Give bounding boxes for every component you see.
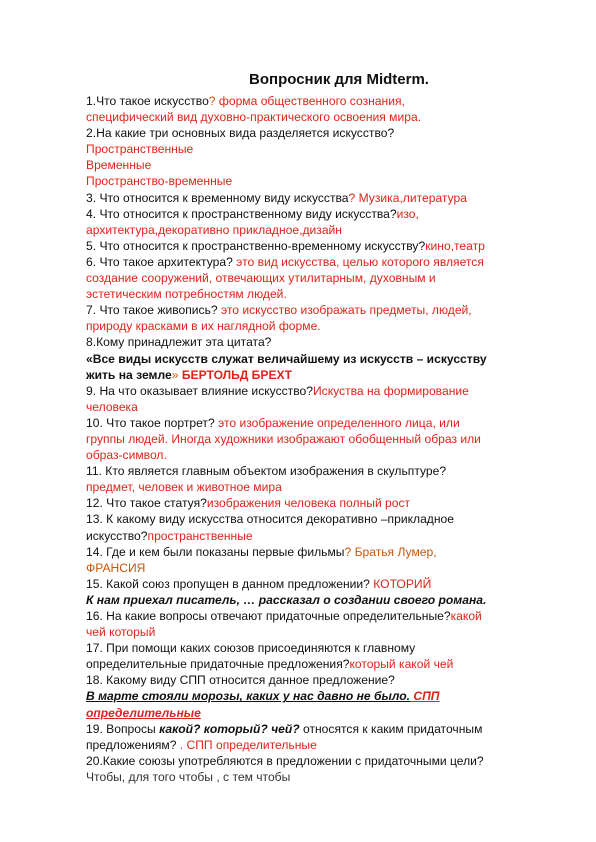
text-line xyxy=(86,688,556,704)
text-segment: 12. Что такое статуя? xyxy=(86,496,207,511)
text-segment: Пространственные xyxy=(86,142,194,157)
text-segment: 11. Кто является главным объектом изображения в скульптуре? xyxy=(86,464,447,479)
text-segment: архитектура,декоративно прикладное,дизайн xyxy=(86,222,342,237)
text-line xyxy=(86,528,556,544)
text-line xyxy=(86,431,556,447)
text-segment: БЕРТОЛЬД БРЕХТ xyxy=(181,367,292,382)
text-segment: Пространство-временные xyxy=(86,174,233,189)
text-segment: 8.Кому принадлежит эта цитата? xyxy=(86,335,272,350)
text-line xyxy=(86,367,556,383)
text-segment: какой xyxy=(450,609,482,623)
text-segment: определительные xyxy=(86,705,201,720)
text-segment: ФРАНСИЯ xyxy=(86,560,146,575)
text-segment: 9. На что оказывает влияние искусство? xyxy=(86,383,313,398)
text-segment: 3. Что относится к временному виду искусства xyxy=(86,190,349,205)
text-segment: изо, xyxy=(396,206,419,221)
text-line xyxy=(86,125,556,141)
text-line xyxy=(86,286,556,302)
text-line xyxy=(86,479,556,495)
text-segment: 6. Что такое архитектура? xyxy=(86,254,237,269)
text-segment: форма общественного сознания, xyxy=(218,94,405,108)
text-segment: Временные xyxy=(86,158,152,173)
text-segment: СПП xyxy=(409,689,440,704)
text-segment: ? Музика,литература xyxy=(348,190,467,205)
text-segment: природу красками в их наглядной форме. xyxy=(86,319,321,334)
text-segment: который какой чей xyxy=(349,657,454,672)
text-line xyxy=(86,753,556,769)
text-segment: изображения человека полный рост xyxy=(206,496,411,511)
text-segment: кино,театр xyxy=(425,238,485,253)
text-segment: ? Братья Лумер, xyxy=(344,544,437,559)
text-segment: специфический вид духовно-практического освоения мира. xyxy=(86,110,422,125)
text-segment: какой? который? чей? xyxy=(159,721,300,736)
text-line xyxy=(86,656,556,672)
text-line xyxy=(86,109,556,125)
text-segment: предмет, человек и животное мира xyxy=(86,480,282,495)
text-segment: 7. Что такое живопись? xyxy=(86,303,221,318)
text-segment: группы людей. Иногда художники изображают обобщенный образ или xyxy=(86,431,481,446)
text-segment: пространственные xyxy=(147,528,253,543)
text-segment: ? xyxy=(208,94,219,108)
text-line xyxy=(86,206,556,222)
text-segment: 2.На какие три основных вида разделяется искусство? xyxy=(86,126,395,141)
text-line xyxy=(86,721,556,737)
text-segment: 17. При помощи каких союзов присоединяются к главному xyxy=(86,641,416,656)
text-line xyxy=(86,222,556,238)
text-line xyxy=(86,254,556,270)
text-segment: Чтобы, для того чтобы , с тем чтобы xyxy=(86,769,291,784)
text-line xyxy=(86,399,556,415)
text-segment: это вид искусства, целью которого является xyxy=(236,254,484,269)
text-segment: 13. К какому виду искусства относится декоративно –прикладное xyxy=(86,512,454,527)
text-segment: 20.Какие союзы употребляются в предложении с придаточными цели? xyxy=(86,753,484,768)
text-line xyxy=(86,672,556,688)
text-line xyxy=(86,544,556,560)
text-line xyxy=(86,383,556,399)
text-segment: КОТОРИЙ xyxy=(373,576,432,591)
text-line xyxy=(86,318,556,334)
text-segment: жить на земле xyxy=(86,367,172,382)
text-line xyxy=(86,173,556,189)
text-segment: . xyxy=(406,689,410,704)
text-segment: определительные придаточные предложения? xyxy=(86,657,350,672)
text-segment: 16. На какие вопросы отвечают придаточные определительные? xyxy=(86,609,451,623)
text-line xyxy=(86,737,556,753)
page-title: Вопросник для Midterm. xyxy=(249,71,429,88)
text-segment: это изображение определенного лица, или xyxy=(218,415,460,430)
text-segment: . СПП определительные xyxy=(179,737,317,752)
text-segment: человека xyxy=(86,399,138,414)
text-segment: относятся к каким придаточным xyxy=(299,721,483,736)
text-line xyxy=(86,495,556,511)
text-line xyxy=(86,93,556,109)
text-segment: искусство? xyxy=(86,528,148,543)
text-line xyxy=(86,190,556,206)
text-segment: образ-символ. xyxy=(86,448,167,463)
text-segment: 19. Вопросы xyxy=(86,721,160,736)
text-line xyxy=(86,157,556,173)
text-line xyxy=(86,560,556,576)
text-line xyxy=(86,640,556,656)
text-line xyxy=(86,608,556,624)
text-line xyxy=(86,624,556,640)
text-segment: это искусство изображать предметы, людей, xyxy=(220,303,472,318)
text-line xyxy=(86,769,556,785)
text-segment: создание сооружений, отвечающих утилитарным, духовным и xyxy=(86,271,436,286)
text-segment: В марте стояли морозы, каких у нас давно не было xyxy=(86,689,407,704)
questions-list xyxy=(86,93,556,785)
text-segment: 5. Что относится к пространственно-временному искусству? xyxy=(86,238,426,253)
text-segment: 14. Где и кем были показаны первые фильмы xyxy=(86,544,345,559)
text-line xyxy=(86,238,556,254)
text-segment: чей который xyxy=(86,625,156,640)
text-segment: Искуства на формирование xyxy=(312,383,469,398)
text-segment: 4. Что относится к пространственному виду искусства? xyxy=(86,206,397,221)
text-line xyxy=(86,592,556,608)
text-segment: 10. Что такое портрет? xyxy=(86,415,219,430)
text-segment: К нам приехал писатель, … рассказал о создании своего романа. xyxy=(86,592,487,607)
text-line xyxy=(86,302,556,318)
text-segment: 18. Какому виду СПП относится данное предложение? xyxy=(86,673,395,688)
text-segment: » xyxy=(171,367,182,382)
text-line xyxy=(86,576,556,592)
text-segment: 1.Что такое искусство xyxy=(86,94,209,108)
text-line xyxy=(86,447,556,463)
text-segment: эстетическим потребностям людей. xyxy=(86,287,287,302)
text-line xyxy=(86,141,556,157)
text-line xyxy=(86,351,556,367)
text-line xyxy=(86,270,556,286)
text-line xyxy=(86,334,556,350)
text-line xyxy=(86,511,556,527)
text-line xyxy=(86,705,556,721)
text-segment: 15. Какой союз пропущен в данном предложении? xyxy=(86,576,374,591)
text-line xyxy=(86,463,556,479)
text-segment: предложениям? xyxy=(86,737,180,752)
text-line xyxy=(86,415,556,431)
text-segment: «Все виды искусств служат величайшему из искусств – искусству xyxy=(86,351,487,366)
